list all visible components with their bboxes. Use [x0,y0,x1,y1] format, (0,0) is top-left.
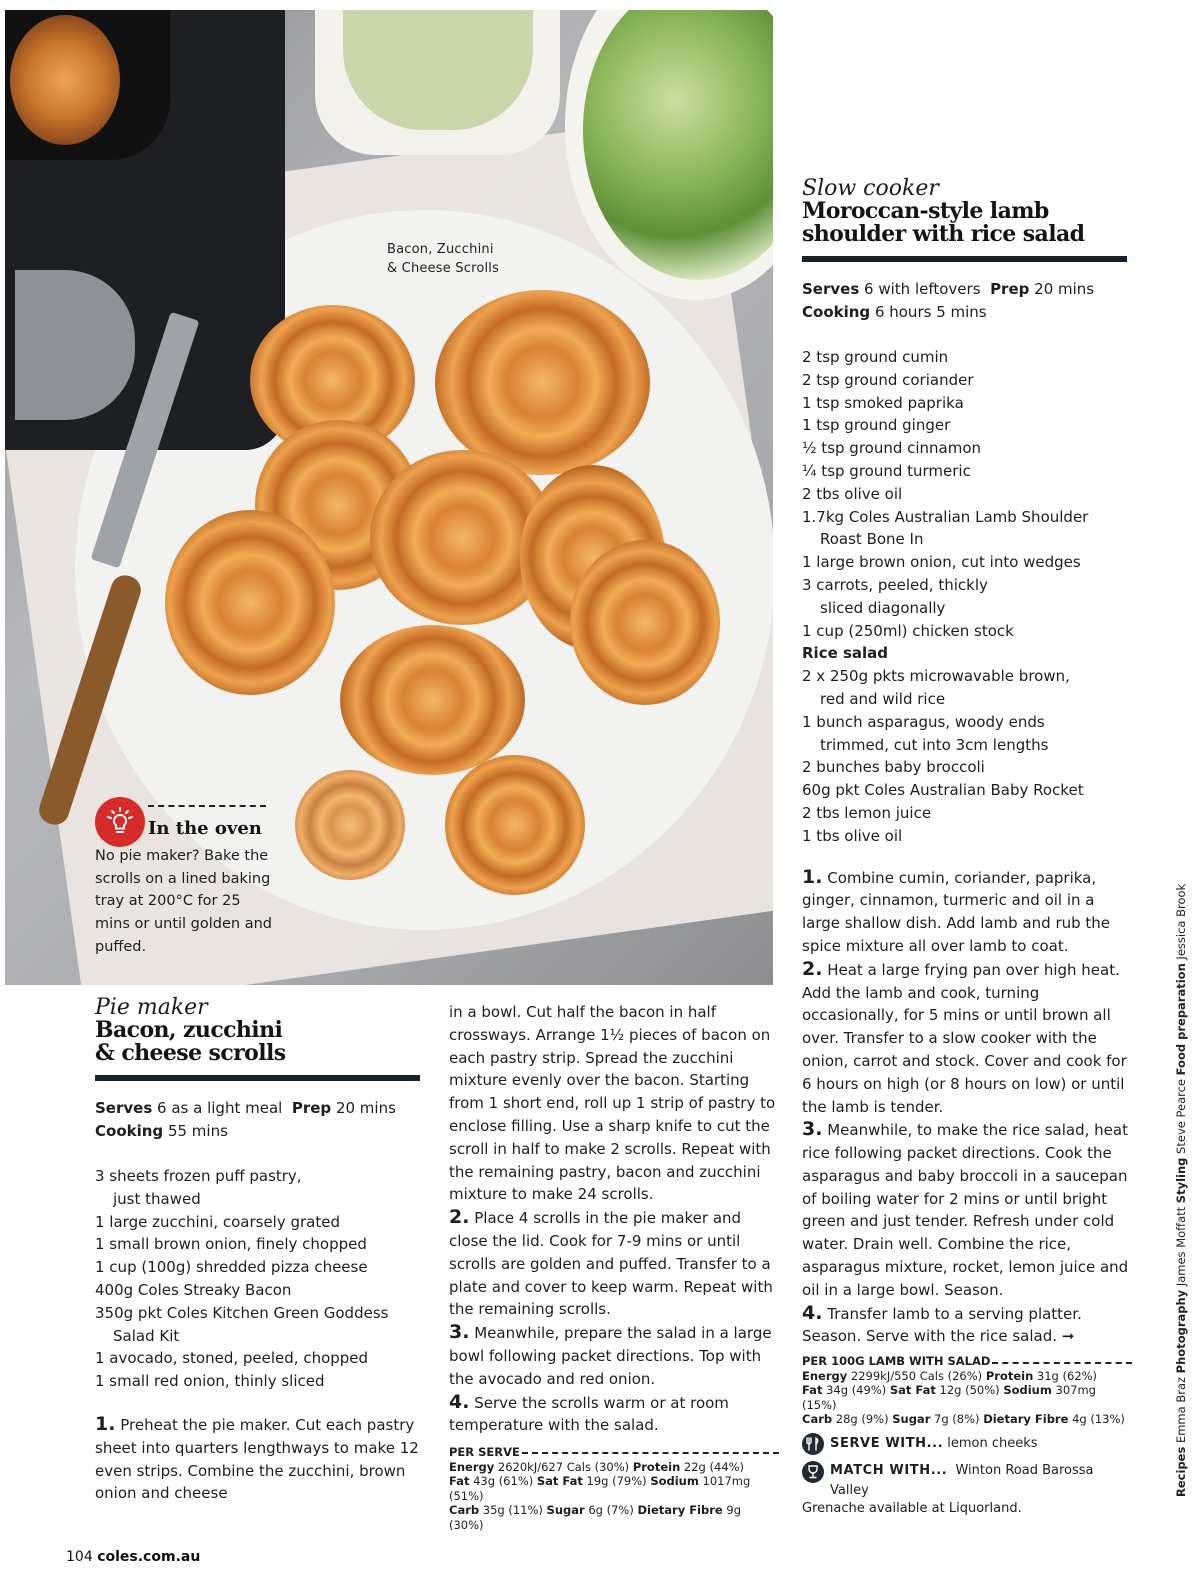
method-step: 3. Meanwhile, prepare the salad in a large bowl following packet directions. Top with the avocado and red onion. [449,1321,772,1388]
ingredient: 3 carrots, peeled, thickly [802,575,988,594]
ingredients-list [95,1165,420,1393]
ingredient: sliced diagonally [820,598,946,617]
tip-divider [148,805,266,807]
method-step: 1. Combine cumin, coriander, paprika, ginger, cinnamon, turmeric and oil in a large shallow dish. Add lamb and rub the spice mixture all over lamb to coat. [802,865,1111,955]
dip-bowl [315,10,560,155]
method-step: 4. Transfer lamb to a serving platter. Season. Serve with the rice salad. ➞ [802,1301,1082,1346]
method-step: 3. Meanwhile, to make the rice salad, heat rice following packet directions. Cook the asparagus and baby broccoli in a saucepan of boiling water for 2 mins or until bright green and just tender. Refresh under cold water. Drain well. Combine the rice, asparagus mixture, rocket, lemon juice and oil in a large bowl. Season. [802,1118,1129,1299]
ingredient: 1 large brown onion, cut into wedges [802,553,1081,572]
method-step: 1. Preheat the pie maker. Cut each pastry sheet into quarters lengthways to make 12 even strips. Combine the zucchini, brown onion and cheese [95,1412,419,1503]
ingredient: 2 tbs olive oil [802,484,903,503]
arrow-right-icon: ➞ [1061,1327,1075,1346]
ingredient: ½ tsp ground cinnamon [802,439,982,458]
ingredient: 60g pkt Coles Australian Baby Rocket [802,781,1084,800]
nutrition-info: PER 100G LAMB WITH SALAD Energy 2299kJ/550 Cals (26%) Protein 31g (62%) Fat 34g (49%) Sat Fat 12g (50%) Sodium 307mg (15%) Carb 28g (9%) Sugar 7g (8%) Dietary Fibre 4g (13%) [802,1354,1132,1427]
ingredient: 2 tsp ground coriander [802,370,974,389]
ingredient: 1 bunch asparagus, woody ends [802,712,1045,731]
ingredient: 2 bunches baby broccoli [802,758,985,777]
ingredient: just thawed [113,1189,201,1208]
ingredient: Roast Bone In [820,530,924,549]
match-with: MATCH WITH... Winton Road Barossa Valley [802,1461,1132,1501]
ingredient: 1.7kg Coles Australian Lamb Shoulder [802,507,1089,526]
wine-glass-icon [802,1461,824,1483]
nutrition-info: PER SERVE Energy 2620kJ/627 Cals (30%) Protein 22g (44%) Fat 43g (61%) Sat Fat 19g (79%) Sodium 1017mg (51%) Carb 35g (11%) Sugar 6g (7%) Dietary Fibre 9g (30%) [449,1445,779,1532]
ingredient: ¼ tsp ground turmeric [802,461,971,480]
ingredient: 1 cup (250ml) chicken stock [802,621,1014,640]
title-rule [95,1075,420,1081]
site-link[interactable]: coles.com.au [97,1549,201,1565]
scroll-pastry [570,540,720,705]
ingredient: 1 large zucchini, coarsely grated [95,1212,341,1231]
scroll-pastry [340,625,525,775]
recipe-category: Pie maker [95,995,208,1020]
ingredient: 1 tsp smoked paprika [802,393,964,412]
scroll-pastry-broken [295,770,405,880]
recipe-meta: Serves 6 with leftovers Prep 20 mins Cooking 6 hours 5 mins [802,280,1095,321]
match-with-cont: Grenache available at Liquorland. [802,1500,1022,1516]
ingredient: 400g Coles Streaky Bacon [95,1280,292,1299]
lamb-recipe [802,178,1132,1516]
ingredient: Salad Kit [113,1326,180,1345]
ingredient: 1 tbs olive oil [802,826,903,845]
ingredient: 1 cup (100g) shredded pizza cheese [95,1258,368,1277]
method-steps [449,1001,779,1437]
pie-maker-appliance [5,10,285,450]
tip-title: In the oven [148,818,262,839]
ingredient: 1 tsp ground ginger [802,416,951,435]
method-step: 4. Serve the scrolls warm or at room temperature with the salad. [449,1390,729,1435]
pie-recipe-continued [449,1001,779,1532]
tip-body: No pie maker? Bake the scrolls on a lined baking tray at 200°C for 25 mins or until golden and puffed. [95,848,272,955]
method-step: 2. Heat a large frying pan over high heat. Add the lamb and cook, turning occasionally, for 5 mins or until brown all over. Transfer to a slow cooker with the onion, carrot and stock. Cover and cook for 6 hours on high (or 8 hours on low) or until the lamb is tender. [802,957,1127,1116]
scroll-pastry [445,755,585,895]
recipe-title: Moroccan-style lamb shoulder with rice salad [802,198,1085,247]
method-step-cont: in a bowl. Cut half the bacon in half crossways. Arrange 1½ pieces of bacon on each pastry strip. Spread the zucchini mixture evenly over the bacon. Starting from 1 short end, roll up 1 strip of pastry to enclose filling. Use a sharp knife to cut the scroll in half to make 2 scrolls. Repeat with the remaining pastry, bacon and zucchini mixture to make 24 scrolls. [449,1003,776,1204]
method-steps [802,866,1132,1349]
recipe-category: Slow cooker [802,176,939,201]
ingredient: 1 small brown onion, finely chopped [95,1235,367,1254]
scroll-pastry [165,510,335,695]
cutlery-icon [802,1433,824,1455]
ingredient: trimmed, cut into 3cm lengths [820,735,1049,754]
ingredient: 1 small red onion, thinly sliced [95,1372,325,1391]
ingredient: 350g pkt Coles Kitchen Green Goddess [95,1303,389,1322]
ingredient-subheading: Rice salad [802,644,889,663]
title-rule [802,256,1127,262]
lightbulb-icon [95,797,145,847]
ingredient: 2 x 250g pkts microwavable brown, [802,667,1070,686]
ingredient: 3 sheets frozen puff pastry, [95,1167,302,1185]
serve-with: SERVE WITH... lemon cheeks [802,1433,1132,1455]
method-step: 2. Place 4 scrolls in the pie maker and close the lid. Cook for 7-9 mins or until scrolls are golden and puffed. Transfer to a plate and cover to keep warm. Repeat with the remaining scrolls. [449,1206,773,1319]
scroll-pastry [435,290,650,475]
ingredient: red and wild rice [820,689,946,708]
ingredient: 2 tbs lemon juice [802,803,932,822]
page-footer [66,1549,200,1565]
photo-caption: Bacon, Zucchini & Cheese Scrolls [387,242,500,276]
page-number: 104 [66,1549,93,1565]
ingredient: 2 tsp ground cumin [802,348,949,366]
ingredients-list [802,346,1132,848]
recipe-title: Bacon, zucchini & cheese scrolls [95,1017,286,1066]
ingredient: 1 avocado, stoned, peeled, chopped [95,1349,369,1368]
pie-recipe [95,997,420,1505]
photo-credits: Recipes Emma Braz Photography James Moffatt Styling Steve Pearce Food preparation Jessica Brook [1174,883,1188,1497]
recipe-meta: Serves 6 as a light meal Prep 20 mins Cooking 55 mins [95,1099,396,1140]
